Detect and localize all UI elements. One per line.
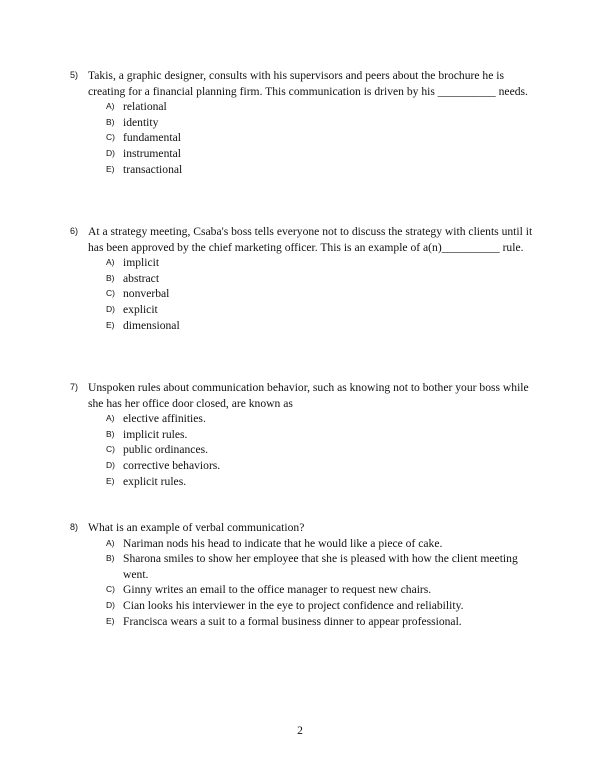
choice-text: Nariman nods his head to indicate that he would like a piece of cake. — [123, 536, 443, 550]
choice-c — [70, 582, 540, 598]
choice-a — [70, 255, 540, 271]
choice-text: Francisca wears a suit to a formal business dinner to appear professional. — [123, 614, 462, 628]
choice-text: public ordinances. — [123, 443, 208, 457]
choice-letter: B) — [106, 272, 115, 283]
choice-text: instrumental — [123, 146, 181, 160]
choice-c — [70, 286, 540, 302]
choice-letter: C) — [106, 444, 115, 455]
choice-text: nonverbal — [123, 287, 170, 301]
choice-text: explicit rules. — [123, 474, 187, 488]
choice-text: elective affinities. — [123, 412, 206, 426]
choice-a — [70, 99, 540, 115]
question-5 — [70, 68, 540, 177]
choice-letter: A) — [106, 537, 115, 548]
choice-text: corrective behaviors. — [123, 458, 221, 472]
question-7 — [70, 380, 540, 489]
choice-d — [70, 458, 540, 474]
choice-text: dimensional — [123, 318, 180, 332]
choice-b — [70, 427, 540, 443]
choice-e — [70, 614, 540, 630]
choice-e — [70, 318, 540, 334]
question-number: 7) — [70, 382, 79, 392]
choice-d — [70, 146, 540, 162]
choice-letter: C) — [106, 584, 115, 595]
choice-letter: C) — [106, 132, 115, 143]
question-stem — [70, 380, 540, 411]
choice-text: implicit — [123, 256, 160, 270]
choice-text: abstract — [123, 271, 160, 285]
choice-text: fundamental — [123, 131, 181, 145]
answer-choices — [70, 255, 540, 333]
choice-letter: D) — [106, 459, 115, 470]
question-number: 6) — [70, 226, 79, 236]
choice-text: implicit rules. — [123, 427, 188, 441]
choice-text: identity — [123, 115, 159, 129]
choice-text: explicit — [123, 302, 158, 316]
choice-letter: C) — [106, 288, 115, 299]
answer-choices — [70, 536, 540, 630]
choice-letter: D) — [106, 599, 115, 610]
answer-choices — [70, 411, 540, 489]
choice-b — [70, 551, 540, 582]
question-number: 8) — [70, 522, 79, 532]
choice-a — [70, 411, 540, 427]
choice-d — [70, 302, 540, 318]
choice-letter: A) — [106, 257, 115, 268]
choice-letter: E) — [106, 319, 115, 330]
choice-text: Cian looks his interviewer in the eye to project confidence and reliability. — [123, 598, 464, 612]
choice-letter: A) — [106, 413, 115, 424]
choice-text: transactional — [123, 162, 183, 176]
question-number: 5) — [70, 70, 79, 80]
page-number: 2 — [297, 724, 303, 737]
choice-b — [70, 115, 540, 131]
choice-letter: D) — [106, 303, 115, 314]
question-text: Unspoken rules about communication behavior, such as knowing not to bother your boss while she has her office door closed, are known as — [88, 381, 529, 410]
choice-letter: D) — [106, 147, 115, 158]
choice-letter: B) — [106, 428, 115, 439]
choice-b — [70, 271, 540, 287]
choice-letter: B) — [106, 553, 115, 564]
question-stem — [70, 68, 540, 99]
question-text: Takis, a graphic designer, consults with his supervisors and peers about the brochure he is creating for a financial planning firm. This communication is driven by his __________ needs. — [88, 69, 528, 98]
question-text: What is an example of verbal communication? — [88, 521, 305, 534]
question-6 — [70, 224, 540, 333]
choice-c — [70, 130, 540, 146]
question-text: At a strategy meeting, Csaba's boss tells everyone not to discuss the strategy with clients until it has been approved by the chief marketing officer. This is an example of a(n)__________ rule. — [88, 225, 533, 254]
choice-text: Sharona smiles to show her employee that she is pleased with how the client meeting went. — [123, 552, 518, 581]
choice-d — [70, 598, 540, 614]
choice-letter: E) — [106, 475, 115, 486]
choice-text: relational — [123, 100, 167, 114]
choice-e — [70, 162, 540, 178]
choice-text: Ginny writes an email to the office manager to request new chairs. — [123, 583, 432, 597]
question-stem — [70, 224, 540, 255]
choice-c — [70, 442, 540, 458]
choice-letter: B) — [106, 116, 115, 127]
choice-letter: E) — [106, 163, 115, 174]
choice-letter: A) — [106, 101, 115, 112]
choice-a — [70, 536, 540, 552]
choice-e — [70, 474, 540, 490]
question-stem — [70, 520, 540, 536]
question-8 — [70, 520, 540, 629]
answer-choices — [70, 99, 540, 177]
choice-letter: E) — [106, 615, 115, 626]
